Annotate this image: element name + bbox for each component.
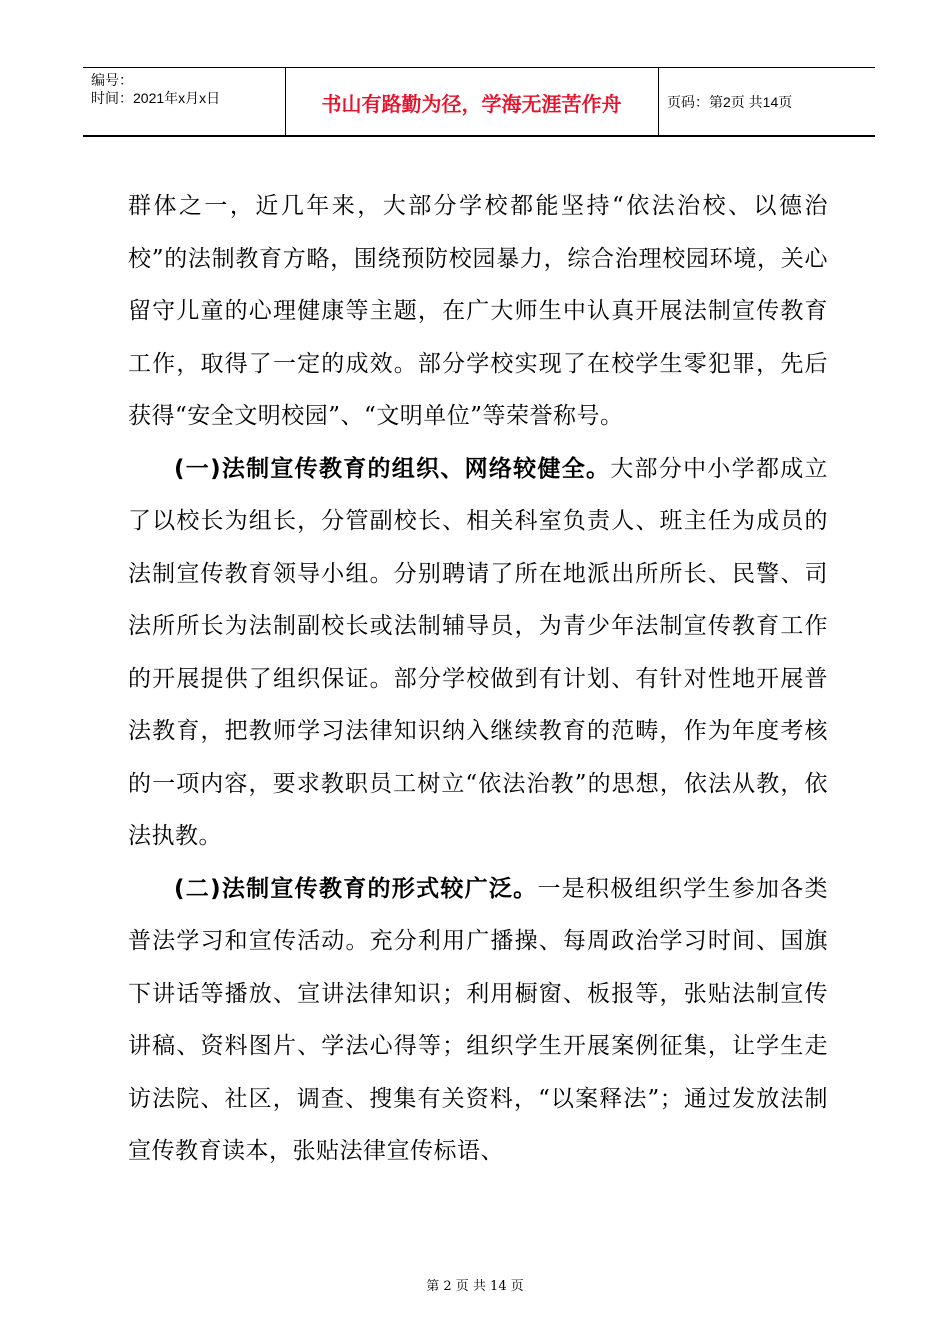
document-body bbox=[128, 180, 828, 1178]
page-footer: 第 2 页 共 14 页 bbox=[426, 1279, 524, 1294]
header-motto: 书山有路勤为径，学海无涯苦作舟 bbox=[321, 92, 622, 116]
section-heading: (一)法制宣传教育的组织、网络较健全。 bbox=[174, 455, 611, 482]
header-page-number: 页码：第2页 共14页 bbox=[667, 94, 793, 110]
paragraph bbox=[128, 443, 828, 863]
document-header bbox=[83, 67, 875, 137]
header-bottom-rule bbox=[83, 135, 875, 137]
header-meta bbox=[91, 71, 220, 107]
paragraph-text: 大部分中小学都成立了以校长为组长，分管副校长、相关科室负责人、班主任为成员的法制宣传教育领导小组。分别聘请了所在地派出所所长、民警、司法所所长为法制副校长或法制辅导员，为青少年法制宣传教育工作的开展提供了组织保证。部分学校做到有计划、有针对性地开展普法教育，把教师学习法律知识纳入继续教育的范畴，作为年度考核的一项内容，要求教职员工树立“依法治教”的思想，依法从教，依法执教。 bbox=[128, 455, 828, 849]
paragraph-text: 一是积极组织学生参加各类普法学习和宣传活动。充分利用广播操、每周政治学习时间、国旗下讲话等播放、宣讲法律知识；利用橱窗、板报等，张贴法制宣传讲稿、资料图片、学法心得等；组织学生开展案例征集，让学生走访法院、社区，调查、搜集有关资料，“以案释法”；通过发放法制宣传教育读本，张贴法律宣传标语、 bbox=[128, 875, 828, 1164]
paragraph bbox=[128, 863, 828, 1178]
time-label: 时间：2021年x月x日 bbox=[91, 90, 221, 106]
paragraph: 群体之一，近几年来，大部分学校都能坚持“依法治校、以德治校”的法制教育方略，围绕预防校园暴力，综合治理校园环境，关心留守儿童的心理健康等主题，在广大师生中认真开展法制宣传教育工作，取得了一定的成效。部分学校实现了在校学生零犯罪，先后获得“安全文明校园”、“文明单位”等荣誉称号。 bbox=[128, 193, 828, 429]
header-divider bbox=[658, 67, 659, 137]
section-heading: (二)法制宣传教育的形式较广泛。 bbox=[174, 875, 538, 902]
serial-label: 编号： bbox=[91, 72, 133, 88]
header-top-rule bbox=[83, 67, 875, 68]
